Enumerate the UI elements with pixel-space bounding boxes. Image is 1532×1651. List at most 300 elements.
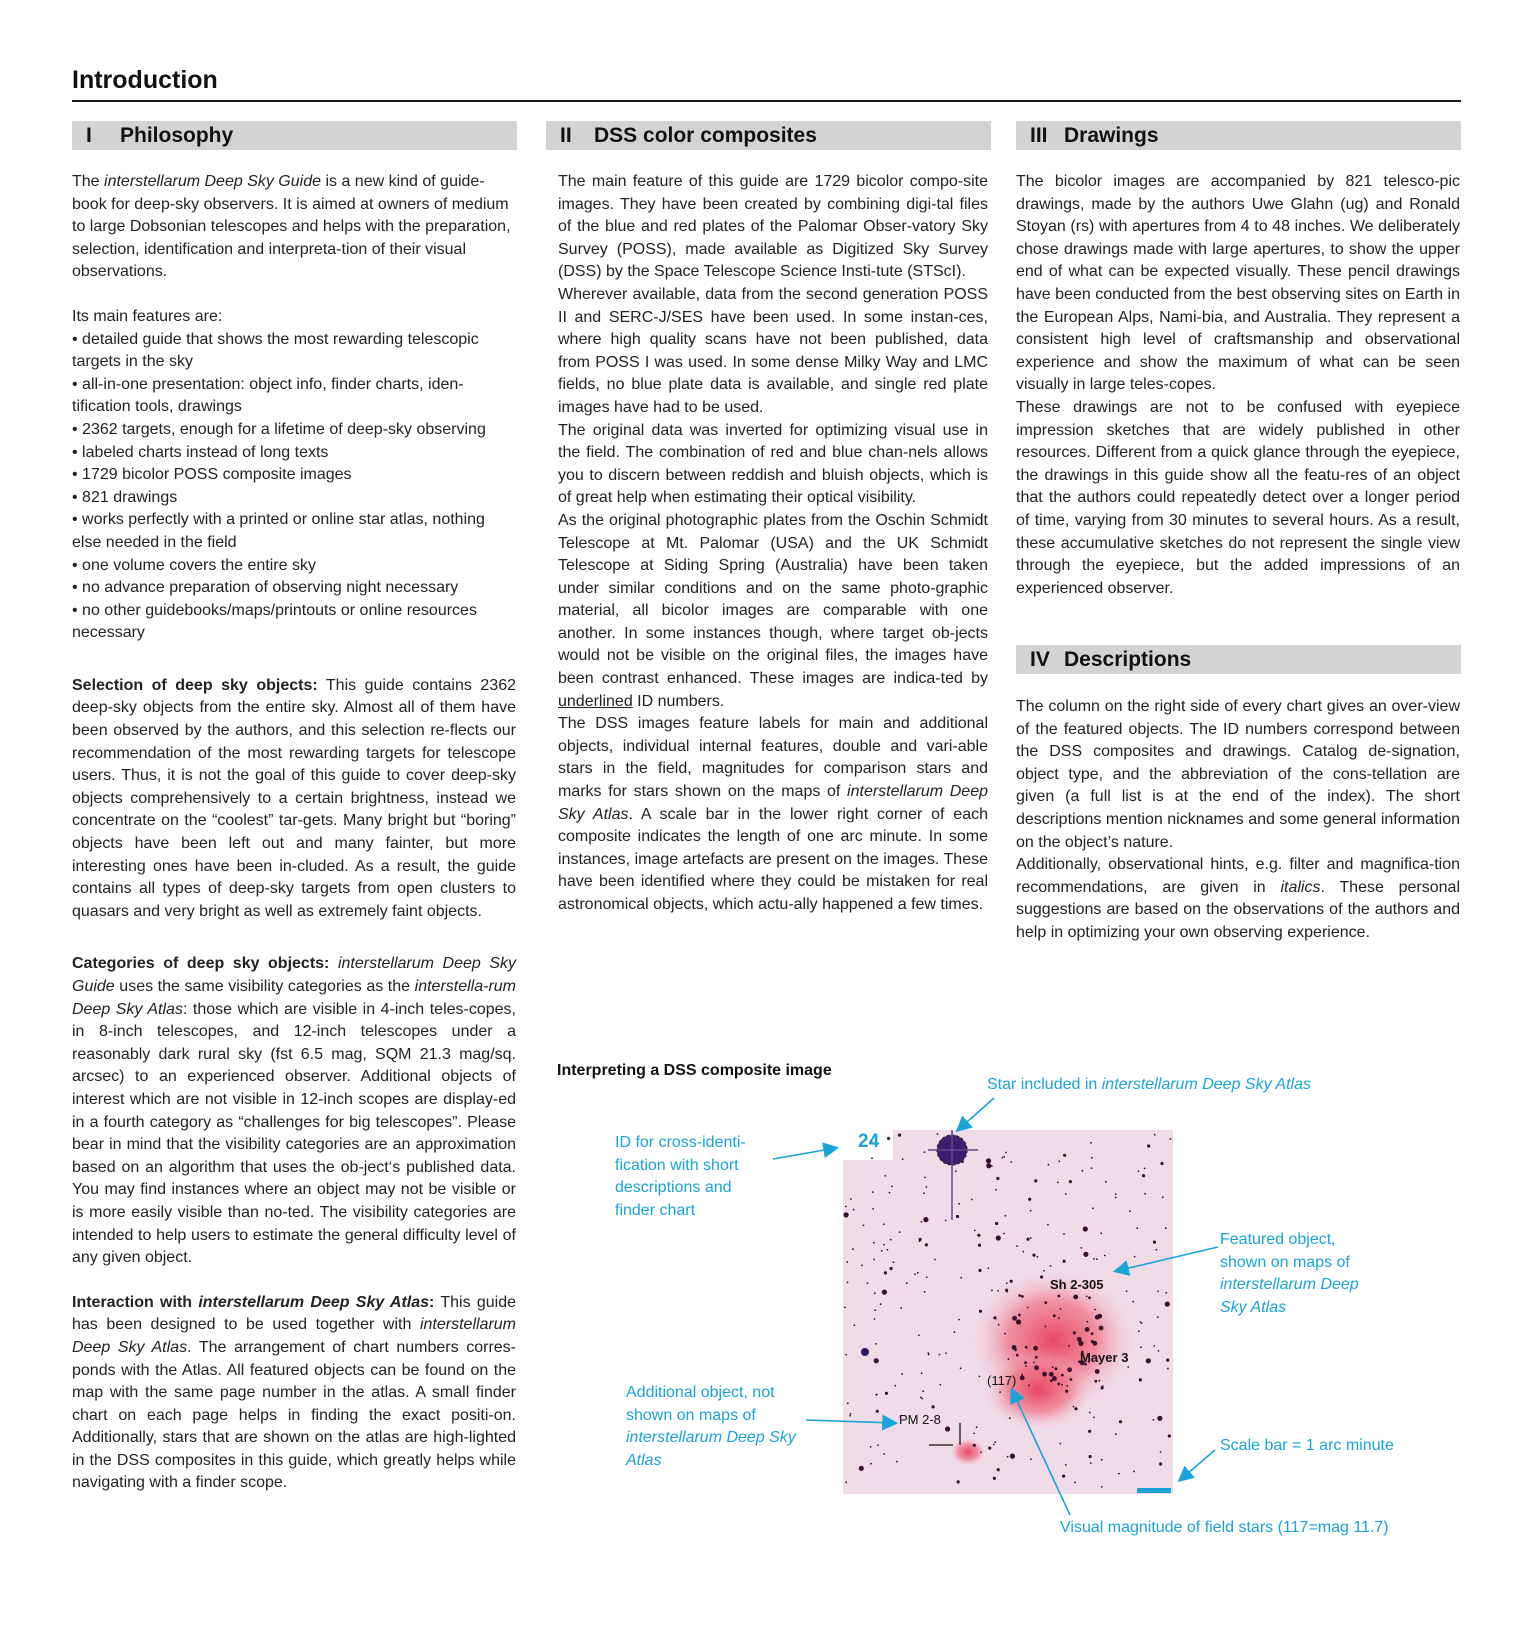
field-star <box>877 1444 879 1446</box>
field-star <box>928 1354 930 1356</box>
field-star <box>995 1189 997 1191</box>
field-star <box>861 1265 863 1267</box>
cluster-star <box>1055 1367 1058 1370</box>
field-star <box>1073 1331 1076 1334</box>
field-star <box>1142 1174 1145 1177</box>
column-dss <box>558 171 988 917</box>
field-star <box>924 1291 926 1293</box>
drawings-paragraph: These drawings are not to be confused with eyepiece impression sketches that are widely published in other resources. Different from a quick glance through the eyepiece, the drawings in this guide show all the featu-res of an object that the authors could repeatedly detect over a longer period of time, varying from 30 minutes to several hours. As a result, these accumulative sketches do not represent the single view through the eyepiece, but the added impressions of an experienced observer. <box>1016 398 1460 597</box>
field-star <box>1092 1207 1094 1209</box>
intro-paragraph: The interstellarum Deep Sky Guide is a new kind of guide-book for deep-sky observers. It is aimed at owners of medium to large Dobsonian telescopes and helps with the preparation, selection, identification and interpreta-tion of their visual observations. <box>72 173 511 281</box>
field-star <box>923 1192 925 1194</box>
field-star <box>924 1177 926 1179</box>
drawings-paragraph: The bicolor images are accompanied by 821 telesco-pic drawings, made by the authors Uwe Glahn (ug) and Ronald Stoyan (rs) with apertures from 4 to 48 inches. We deliberately chose drawings made with large apertures, to show the upper end of what can be expected visually. These pencil drawings have been conducted from the best observing sites on Earth in the European Alps, Nami-bia, and Australia. They represent a consistent high level of craftsmanship and observational experience and show the maximum of what can be seen visually in large teles-copes. <box>1016 173 1460 394</box>
arrow-scale-bar <box>1180 1450 1215 1480</box>
field-star <box>921 1372 923 1374</box>
field-star <box>993 1316 996 1319</box>
field-star <box>889 1192 891 1194</box>
field-star <box>973 1444 976 1447</box>
field-star <box>924 1151 926 1153</box>
field-star <box>1006 1291 1008 1293</box>
field-star <box>1010 1280 1013 1283</box>
field-star <box>1093 1258 1095 1260</box>
field-star <box>1089 1412 1091 1414</box>
field-star <box>1022 1251 1024 1253</box>
section-header-drawings <box>1016 121 1461 150</box>
field-star <box>1157 1416 1162 1421</box>
list-item: • all-in-one presentation: object info, finder charts, iden-tification tools, drawings <box>72 375 464 416</box>
field-star <box>1093 1417 1095 1419</box>
field-star <box>945 1220 947 1222</box>
field-star <box>919 1238 922 1241</box>
figure-title: Interpreting a DSS composite image <box>557 1062 832 1079</box>
field-star <box>939 1384 941 1386</box>
field-star <box>1009 1417 1011 1419</box>
cluster-star <box>1099 1326 1104 1331</box>
field-star <box>987 1267 989 1269</box>
field-star <box>1159 1462 1162 1465</box>
label-sh-2-305: Sh 2-305 <box>1050 1277 1104 1292</box>
field-star <box>845 1206 847 1208</box>
field-star <box>939 1354 941 1356</box>
field-star <box>874 1358 879 1363</box>
field-star <box>1028 1384 1030 1386</box>
field-star <box>845 1481 847 1483</box>
section-number: I <box>86 124 92 147</box>
field-star <box>1160 1451 1162 1453</box>
field-star <box>1165 1302 1170 1307</box>
cluster-star <box>1021 1295 1024 1298</box>
field-star <box>1065 1193 1067 1195</box>
list-item: • labeled charts instead of long texts <box>72 443 329 461</box>
dss-paragraph: As the original photographic plates from the Oschin Schmidt Telescope at Mt. Palomar (USA) and the UK Schmidt Telescope at Siding Spring (Australia) have been taken under similar conditions and on the same photo-graphic material, all bicolor images are comparable with one another. In some instances though, where target ob-jects would not be visible on the original files, the images have been contrast enhanced. These images are indica-ted by underlined ID numbers. <box>558 511 988 710</box>
field-star <box>1006 1282 1008 1284</box>
field-star <box>1105 1181 1107 1183</box>
field-star <box>997 1290 999 1292</box>
features-list <box>72 329 516 645</box>
field-star <box>999 1391 1001 1393</box>
field-star <box>891 1186 893 1188</box>
field-star <box>859 1466 864 1471</box>
field-star <box>971 1199 973 1201</box>
field-star <box>1162 1196 1164 1198</box>
field-star <box>945 1352 947 1354</box>
field-star <box>850 1413 852 1415</box>
field-star <box>1083 1252 1088 1257</box>
field-star <box>974 1230 976 1232</box>
field-star <box>1063 1260 1066 1263</box>
field-star <box>1062 1475 1065 1478</box>
field-star <box>1134 1256 1136 1258</box>
arrow-atlas-star <box>958 1098 994 1130</box>
cluster-star <box>1085 1327 1090 1332</box>
cluster-star <box>1033 1346 1038 1351</box>
cluster-star <box>1049 1372 1054 1377</box>
field-star <box>1138 1330 1140 1332</box>
field-star <box>926 1186 928 1188</box>
field-star <box>1061 1384 1063 1386</box>
field-star <box>888 1424 890 1426</box>
field-star <box>1082 1170 1084 1172</box>
field-star <box>1002 1157 1004 1159</box>
list-item: • no other guidebooks/maps/printouts or online resources necessary <box>72 601 477 642</box>
field-star <box>1089 1455 1092 1458</box>
field-star <box>1060 1308 1062 1310</box>
field-star <box>1115 1433 1117 1435</box>
field-star <box>1115 1193 1117 1195</box>
field-star <box>1156 1249 1158 1251</box>
field-star <box>993 1444 995 1446</box>
categories-paragraph: Categories of deep sky objects: interstellarum Deep Sky Guide uses the same visibility categories as the interstella-rum Deep Sky Atlas: those which are visible in 4-inch teles-copes, in 8-inch telescopes, and 12-inch telescopes under a reasonably dark rural sky (fst 6.5 mag, SQM 21.3 mag/sq. arcsec) to an experienced observer. Additional objects of interest which are not visible in 12-inch scopes are display-ed in a fourth category as “challenges for big telescopes”. Please bear in mind that the visibility categories are an approximation based on an algorithm that uses the ob-ject‘s published data. You may find instances where an object may not be visible or is more easily visible than no-ted. The visibility categories are intended to help users to estimate the general difficulty level of any given object. <box>72 955 517 1267</box>
field-star <box>885 1392 888 1395</box>
field-star <box>937 1133 939 1135</box>
field-star <box>1034 1179 1037 1182</box>
field-star <box>890 1239 892 1241</box>
cluster-star <box>1034 1365 1039 1370</box>
field-star <box>1136 1227 1138 1229</box>
field-star <box>863 1225 865 1227</box>
field-star <box>898 1134 901 1137</box>
field-star <box>978 1244 981 1247</box>
field-star <box>926 1276 928 1278</box>
figure-id-number: 24 <box>858 1131 880 1152</box>
caption-featured-object: Featured object, shown on maps of interstellarum Deep Sky Atlas <box>1220 1231 1359 1316</box>
cluster-star <box>1042 1372 1047 1377</box>
field-star <box>986 1158 991 1163</box>
column-philosophy <box>72 171 516 1495</box>
field-star <box>847 1282 849 1284</box>
field-star <box>1048 1164 1050 1166</box>
field-star <box>873 1242 875 1244</box>
field-star <box>1086 1296 1088 1298</box>
field-star <box>1008 1358 1010 1360</box>
field-star <box>980 1451 982 1453</box>
field-star <box>997 1468 1000 1471</box>
field-star <box>1115 1197 1117 1199</box>
field-star <box>1044 1326 1046 1328</box>
field-star <box>906 1282 908 1284</box>
field-star <box>845 1354 847 1356</box>
field-star <box>917 1272 919 1274</box>
field-star <box>1146 1358 1151 1363</box>
field-star <box>874 1318 876 1320</box>
field-star <box>1063 1154 1066 1157</box>
field-star <box>918 1334 920 1336</box>
field-star <box>955 1170 957 1172</box>
field-star <box>1101 1486 1103 1488</box>
field-star <box>1069 1180 1072 1183</box>
field-star <box>993 1477 996 1480</box>
field-star <box>1059 1443 1061 1445</box>
field-star <box>1132 1301 1134 1303</box>
label-mayer-3: Mayer 3 <box>1080 1350 1129 1365</box>
list-item: • 821 drawings <box>72 488 178 506</box>
field-star <box>1074 1407 1077 1410</box>
field-star <box>1026 1238 1029 1241</box>
cluster-star <box>1044 1301 1047 1304</box>
section-title: DSS color composites <box>594 124 817 147</box>
field-star <box>1005 1152 1007 1154</box>
section-header-dss <box>546 121 991 150</box>
nebula-extension <box>983 1350 1093 1430</box>
field-star <box>1119 1420 1122 1423</box>
field-star <box>883 1223 885 1225</box>
field-star <box>852 1248 854 1250</box>
field-star <box>1141 1322 1143 1324</box>
field-star <box>1016 1245 1018 1247</box>
field-star <box>902 1158 904 1160</box>
field-star <box>1147 1144 1150 1147</box>
field-star <box>919 1240 921 1242</box>
field-star <box>954 1331 956 1333</box>
cluster-star <box>1092 1341 1097 1346</box>
field-star <box>998 1324 1000 1326</box>
section-number: IV <box>1030 648 1050 671</box>
caption-additional-object: Additional object, not shown on maps of interstellarum Deep Sky Atlas <box>626 1384 796 1469</box>
field-star <box>876 1410 879 1413</box>
field-star <box>896 1461 898 1463</box>
cluster-star <box>1077 1337 1082 1342</box>
field-star <box>881 1250 883 1252</box>
field-star <box>844 1212 849 1217</box>
field-star <box>1154 1134 1156 1136</box>
field-star <box>1065 1464 1067 1466</box>
features-heading: Its main features are: <box>72 307 223 325</box>
dss-paragraph: The main feature of this guide are 1729 bicolor compo-site images. They have been created by combining digi-tal files of the blue and red plates of the Palomar Obser-vatory Sky Survey (POSS), made available as Digitized Sky Survey (DSS) by the Space Telescope Science Insti-tute (STScI). <box>558 173 988 281</box>
field-star <box>1030 1458 1032 1460</box>
field-star <box>960 1367 962 1369</box>
field-star <box>1003 1156 1005 1158</box>
field-star <box>1127 1366 1129 1368</box>
field-star <box>1025 1365 1027 1367</box>
field-star <box>976 1426 978 1428</box>
cluster-star <box>1024 1361 1027 1364</box>
cluster-star <box>1061 1374 1064 1377</box>
field-star <box>1157 1291 1159 1293</box>
caption-scale-bar: Scale bar = 1 arc minute <box>1220 1437 1394 1454</box>
field-star <box>1030 1237 1032 1239</box>
field-star <box>1090 1462 1092 1464</box>
field-star <box>1165 1227 1167 1229</box>
list-item: • 1729 bicolor POSS composite images <box>72 466 352 484</box>
field-star <box>1065 1390 1068 1393</box>
field-star <box>979 1310 982 1313</box>
descriptions-paragraph: Additionally, observational hints, e.g. filter and magnifica-tion recommendations, are given in italics. These personal suggestions are based on the observations of the authors and help in optimizing your own observing experience. <box>1016 856 1460 941</box>
field-star <box>973 1433 975 1435</box>
field-star <box>996 1235 1001 1240</box>
field-star <box>1058 1160 1060 1162</box>
field-star <box>872 1208 874 1210</box>
field-star <box>1004 1333 1006 1335</box>
field-star <box>1101 1386 1104 1389</box>
cluster-star <box>1016 1354 1019 1357</box>
section-header-descriptions <box>1016 645 1461 674</box>
field-star <box>1057 1182 1059 1184</box>
cluster-star <box>1091 1332 1094 1335</box>
descriptions-paragraph: The column on the right side of every chart gives an over-view of the featured objects. The ID numbers correspond between the DSS composites and drawings. Catalog de-signation, object type, and the abbreviation of the cons-tellation are given (a full list is at the end of the index). The short descriptions mention nicknames and some general information on the object’s nature. <box>1016 698 1460 851</box>
cluster-star <box>1035 1356 1038 1359</box>
field-star <box>1100 1232 1102 1234</box>
field-star <box>887 1137 890 1140</box>
field-star <box>883 1244 885 1246</box>
field-star <box>1144 1193 1146 1195</box>
field-star <box>846 1261 848 1263</box>
field-star <box>1086 1321 1088 1323</box>
field-star <box>1066 1385 1068 1387</box>
field-star <box>1168 1434 1171 1437</box>
field-star <box>1032 1254 1035 1257</box>
field-star <box>922 1390 924 1392</box>
cluster-star <box>1025 1346 1028 1349</box>
field-star <box>854 1324 856 1326</box>
field-star <box>1073 1406 1075 1408</box>
field-star <box>870 1446 872 1448</box>
field-star <box>960 1277 962 1279</box>
field-star <box>1140 1346 1142 1348</box>
field-star <box>1088 1430 1091 1433</box>
field-star <box>1063 1233 1065 1235</box>
section-title: Drawings <box>1064 124 1159 147</box>
field-star <box>1133 1471 1135 1473</box>
field-star <box>1167 1368 1169 1370</box>
cluster-star <box>1095 1315 1100 1320</box>
field-star <box>871 1157 873 1159</box>
title-rule <box>72 100 1461 102</box>
field-star <box>994 1441 996 1443</box>
field-star <box>1052 1366 1054 1368</box>
list-item: • works perfectly with a printed or online star atlas, nothing else needed in the field <box>72 511 485 551</box>
caption-id: ID for cross-identi-fication with short descriptions and finder chart <box>615 1134 746 1219</box>
cluster-star <box>1012 1345 1017 1350</box>
field-star <box>872 1191 874 1193</box>
field-star <box>1021 1374 1023 1376</box>
field-star <box>932 1405 935 1408</box>
dss-composite-image <box>843 1130 1173 1494</box>
column-descriptions <box>1016 696 1460 945</box>
field-star <box>847 1402 849 1404</box>
field-star <box>1007 1456 1009 1458</box>
field-star <box>920 1397 922 1399</box>
cluster-star <box>1053 1314 1056 1317</box>
interaction-paragraph: Interaction with interstellarum Deep Sky Atlas: This guide has been designed to be used together with interstellarum Deep Sky Atlas. The arrangement of chart numbers corres-ponds with the Atlas. All featured objects can be found on the map with the same page number in the atlas. A small finder chart on each page helps in finding the exact positi-on. Additionally, stars that are shown on the atlas are high-lighted in the DSS composites in this guide, which greatly helps while navigating with a finder scope. <box>72 1293 516 1492</box>
field-star <box>925 1243 928 1246</box>
field-star <box>956 1215 959 1218</box>
cluster-star <box>1073 1295 1078 1300</box>
field-star <box>893 1261 895 1263</box>
field-star <box>945 1426 950 1431</box>
field-star <box>1091 1167 1093 1169</box>
field-star <box>890 1267 893 1270</box>
field-star <box>1003 1233 1005 1235</box>
field-star <box>1090 1142 1092 1144</box>
field-star <box>1091 1157 1093 1159</box>
dss-paragraph: The DSS images feature labels for main and additional objects, individual internal features, double and vari-able stars in the field, magnitudes for comparison stars and marks for stars shown on the maps of interstellarum Deep Sky Atlas. A scale bar in the lower right corner of each composite indicates the length of one arc minute. In some instances, image artefacts are present on the images. These have been identified where they could be mistaken for real astronomical objects, which actu-ally happened a few times. <box>558 715 989 913</box>
list-item: • no advance preparation of observing night necessary <box>72 579 459 597</box>
caption-magnitude: Visual magnitude of field stars (117=mag 11.7) <box>1060 1519 1389 1536</box>
field-star <box>978 1269 981 1272</box>
dss-paragraph: Wherever available, data from the second generation POSS II and SERC-J/SES have been used. In some instan-ces, where high quality scans have not been published, data from POSS I was used. In some dense Milky Way and LMC fields, no blue plate data is available, and single red plate images have had to be used. <box>558 285 988 416</box>
field-star <box>979 1376 981 1378</box>
field-star <box>1047 1224 1049 1226</box>
field-star <box>995 1222 998 1225</box>
field-star <box>850 1198 852 1200</box>
section-number: II <box>560 124 572 147</box>
dss-paragraph: The original data was inverted for optimizing visual use in the field. The combination of red and blue chan-nels allows you to discern between reddish and bluish objects, which is of great help when estimating their optical visibility. <box>558 421 988 507</box>
field-star <box>957 1480 960 1483</box>
field-star <box>988 1447 991 1450</box>
field-star <box>1011 1161 1013 1163</box>
field-star <box>1074 1482 1076 1484</box>
field-star <box>1144 1168 1146 1170</box>
field-star <box>1153 1419 1155 1421</box>
page-title: Introduction <box>72 66 218 94</box>
field-star <box>1101 1459 1103 1461</box>
field-star <box>1096 1258 1098 1260</box>
label-pm-2-8: PM 2-8 <box>899 1412 941 1427</box>
cluster-star <box>1058 1295 1061 1298</box>
field-star <box>1126 1290 1128 1292</box>
field-star <box>1010 1454 1015 1459</box>
cluster-star <box>1088 1296 1091 1299</box>
field-star <box>1094 1309 1096 1311</box>
field-star <box>1058 1317 1060 1319</box>
field-star <box>934 1259 936 1261</box>
field-star <box>923 1217 928 1222</box>
field-star <box>875 1343 877 1345</box>
field-star <box>880 1303 882 1305</box>
field-star <box>921 1221 923 1223</box>
field-star <box>874 1309 876 1311</box>
cluster-star <box>1050 1379 1053 1382</box>
field-star <box>853 1209 855 1211</box>
caption-atlas-star: Star included in interstellarum Deep Sky Atlas <box>987 1076 1311 1093</box>
field-star <box>1016 1319 1021 1324</box>
cluster-star <box>1095 1369 1100 1374</box>
field-star <box>884 1175 886 1177</box>
section-title: Descriptions <box>1064 648 1192 671</box>
scale-bar <box>1137 1488 1171 1493</box>
field-star <box>1165 1292 1167 1294</box>
column-drawings <box>1016 171 1460 600</box>
field-star <box>1104 1255 1106 1257</box>
cluster-star <box>1020 1376 1025 1381</box>
field-star <box>1098 1380 1100 1382</box>
field-star <box>876 1394 878 1396</box>
field-star <box>1080 1247 1082 1249</box>
field-star <box>1028 1198 1031 1201</box>
field-star <box>844 1307 846 1309</box>
field-star <box>914 1273 916 1275</box>
cluster-star <box>1067 1367 1072 1372</box>
selection-paragraph: Selection of deep sky objects: This guide contains 2362 deep-sky objects from the entire sky. Almost all of them have been observed by the authors, and this selection re-flects our recommendation of the most rewarding targets for telescope users. Thus, it is not the goal of this guide to cover deep-sky objects comprehensively to a certain brightness, instead we concentrate on the “coolest” tar-gets. Many bright but “boring” objects have been left out and many fainter, but more interesting ones have been in-cluded. As a result, the guide contains all types of deep-sky targets from open clusters to quasars and very bright as well as extremely faint objects. <box>72 676 516 920</box>
cluster-star <box>1057 1383 1060 1386</box>
field-star <box>870 1463 872 1465</box>
field-star <box>1160 1162 1163 1165</box>
field-star <box>1158 1350 1160 1352</box>
field-star <box>1139 1378 1142 1381</box>
field-star <box>1153 1241 1156 1244</box>
section-number: III <box>1030 124 1048 147</box>
field-star <box>1153 1345 1155 1347</box>
field-star <box>1170 1138 1172 1140</box>
cluster-star <box>1018 1294 1021 1297</box>
field-star <box>1043 1270 1045 1272</box>
cluster-star <box>1070 1378 1073 1381</box>
cluster-star <box>1052 1376 1057 1381</box>
arrow-id <box>773 1148 836 1159</box>
field-star <box>894 1385 896 1387</box>
field-star <box>1050 1265 1052 1267</box>
